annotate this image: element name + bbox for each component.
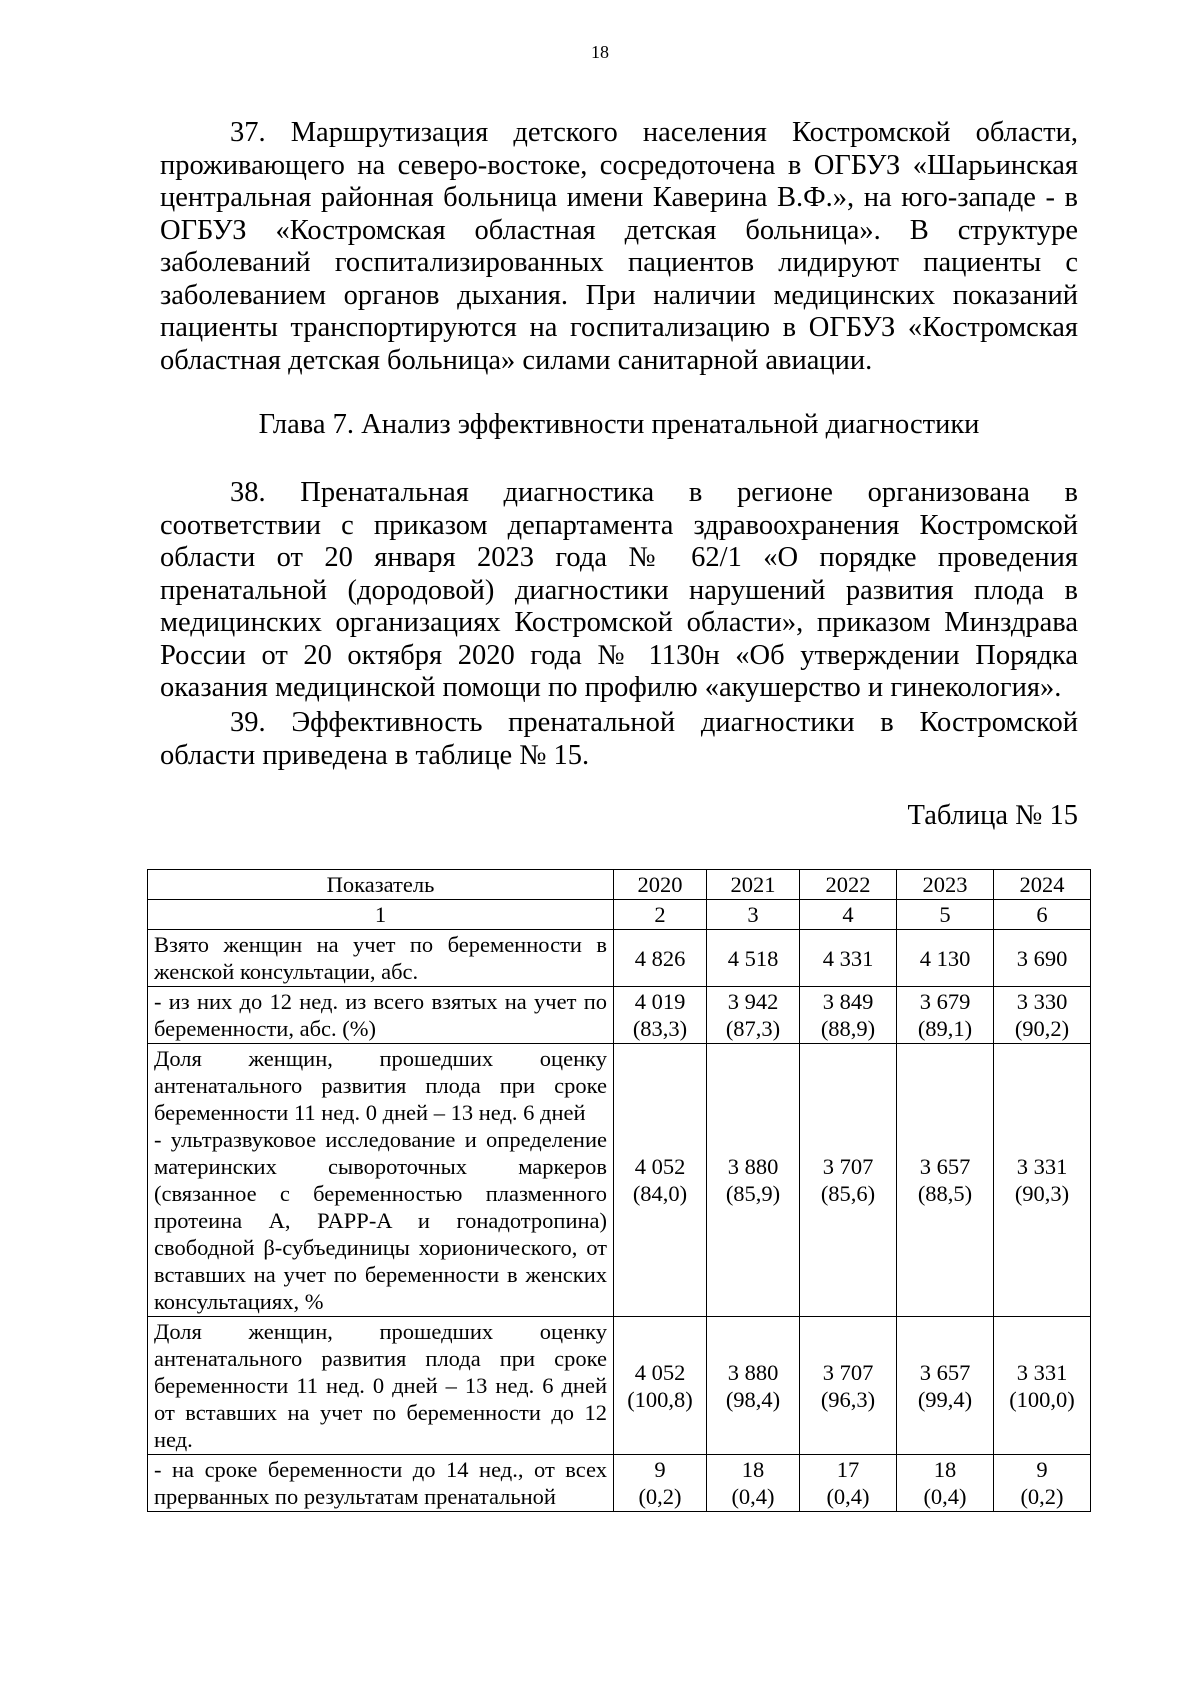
header-cell-2023: 2023 bbox=[897, 870, 994, 900]
value-abs: 4 019 bbox=[634, 989, 686, 1014]
value-cell bbox=[707, 1317, 800, 1455]
value-cell bbox=[994, 1317, 1091, 1455]
value-pct: (0,4) bbox=[731, 1484, 775, 1509]
row-label bbox=[148, 1455, 614, 1512]
value-abs: 18 bbox=[741, 1457, 765, 1482]
value-cell bbox=[994, 987, 1091, 1044]
header-cell-indicator: Показатель bbox=[148, 870, 614, 900]
row-label-part2: - ультразвуковое исследование и определение материнских сывороточных маркеров (связанное с беременностью плазменного протеина А, PAPP-A и гонадотропина) свободной β-субъединицы хорионического, от вставших на учет по беременности в женских консультациях, % bbox=[154, 1127, 607, 1314]
value-cell bbox=[994, 1455, 1091, 1512]
header-cell-2022: 2022 bbox=[800, 870, 897, 900]
value-abs: 3 707 bbox=[822, 1359, 874, 1385]
value-cell: 4 518 bbox=[707, 930, 800, 987]
value-pct: (100,8) bbox=[627, 1386, 693, 1412]
numbering-cell: 5 bbox=[897, 900, 994, 930]
value-abs: 3 330 bbox=[1016, 989, 1068, 1014]
value-cell bbox=[800, 1317, 897, 1455]
value-cell: 4 130 bbox=[897, 930, 994, 987]
value-cell bbox=[994, 1044, 1091, 1317]
value-abs: 3 880 bbox=[727, 1359, 779, 1385]
value-abs: 17 bbox=[836, 1457, 860, 1482]
value-cell bbox=[614, 1455, 707, 1512]
header-cell-2020: 2020 bbox=[614, 870, 707, 900]
value-cell bbox=[800, 987, 897, 1044]
row-label bbox=[148, 1044, 614, 1317]
value-abs: 3 880 bbox=[727, 1154, 779, 1179]
value-cell bbox=[897, 1044, 994, 1317]
value-cell bbox=[897, 1317, 994, 1455]
value-pct: (83,3) bbox=[632, 1016, 688, 1041]
value-pct: (84,0) bbox=[632, 1181, 688, 1206]
value-abs: 3 331 bbox=[1016, 1154, 1068, 1179]
value-pct: (85,6) bbox=[820, 1181, 876, 1206]
value-cell bbox=[614, 1044, 707, 1317]
value-pct: (90,3) bbox=[1014, 1181, 1070, 1206]
value-abs: 3 331 bbox=[1016, 1359, 1068, 1385]
value-pct: (98,4) bbox=[725, 1386, 781, 1412]
value-pct: (0,4) bbox=[826, 1484, 870, 1509]
page-number: 18 bbox=[591, 42, 609, 62]
value-abs: 3 657 bbox=[919, 1359, 971, 1385]
numbering-cell: 3 bbox=[707, 900, 800, 930]
value-pct: (0,2) bbox=[1020, 1484, 1064, 1509]
value-pct: (0,4) bbox=[923, 1484, 967, 1509]
value-cell bbox=[707, 1455, 800, 1512]
value-cell bbox=[897, 1455, 994, 1512]
row-label-text: - на сроке беременности до 14 нед., от всех прерванных по результатам пренатальной bbox=[154, 1457, 607, 1509]
value-cell: 4 826 bbox=[614, 930, 707, 987]
value-cell bbox=[800, 1455, 897, 1512]
table-row bbox=[148, 1317, 1091, 1455]
value-abs: 9 bbox=[654, 1457, 666, 1482]
row-label: Доля женщин, прошедших оценку антенатального развития плода при сроке беременности 11 нед. 0 дней – 13 нед. 6 дней от вставших на учет по беременности до 12 нед. bbox=[148, 1317, 614, 1455]
row-label: - из них до 12 нед. из всего взятых на учет по беременности, абс. (%) bbox=[148, 987, 614, 1044]
value-abs: 3 942 bbox=[727, 989, 779, 1014]
value-cell bbox=[614, 1317, 707, 1455]
paragraph-38: 38. Пренатальная диагностика в регионе организована в соответствии с приказом департамента здравоохранения Костромской области от 20 января 2023 года № 62/1 «О порядке проведения пренатальной (дородовой) диагностики нарушений развития плода в медицинских организациях Костромской области», приказом Минздрава России от 20 октября 2020 года № 1130н «Об утверждении Порядка оказания медицинской помощи по профилю «акушерство и гинекология». bbox=[160, 477, 1078, 703]
value-pct: (90,2) bbox=[1014, 1016, 1070, 1041]
value-cell: 4 331 bbox=[800, 930, 897, 987]
row-label: Взято женщин на учет по беременности в женской консультации, абс. bbox=[148, 930, 614, 987]
table-row bbox=[148, 1044, 1091, 1317]
value-pct: (89,1) bbox=[917, 1016, 973, 1041]
value-abs: 3 849 bbox=[822, 989, 874, 1014]
table-caption: Таблица № 15 bbox=[907, 800, 1078, 831]
value-cell bbox=[897, 987, 994, 1044]
value-cell: 3 690 bbox=[994, 930, 1091, 987]
numbering-cell: 4 bbox=[800, 900, 897, 930]
value-pct: (0,2) bbox=[638, 1484, 682, 1509]
numbering-cell: 1 bbox=[148, 900, 614, 930]
numbering-cell: 6 bbox=[994, 900, 1091, 930]
value-cell bbox=[800, 1044, 897, 1317]
chapter-heading: Глава 7. Анализ эффективности пренатальной диагностики bbox=[258, 409, 980, 440]
value-abs: 18 bbox=[933, 1457, 957, 1482]
value-pct: (87,3) bbox=[725, 1016, 781, 1041]
value-abs: 3 679 bbox=[919, 989, 971, 1014]
numbering-cell: 2 bbox=[614, 900, 707, 930]
value-pct: (88,9) bbox=[820, 1016, 876, 1041]
value-cell bbox=[707, 1044, 800, 1317]
header-cell-2024: 2024 bbox=[994, 870, 1091, 900]
row-label-part1: Доля женщин, прошедших оценку антенатального развития плода при сроке беременности 11 нед. 0 дней – 13 нед. 6 дней bbox=[154, 1046, 607, 1125]
value-pct: (100,0) bbox=[1009, 1386, 1075, 1412]
table-row bbox=[148, 987, 1091, 1044]
value-pct: (88,5) bbox=[917, 1181, 973, 1206]
value-cell bbox=[614, 987, 707, 1044]
table-15 bbox=[147, 869, 1091, 1512]
value-pct: (96,3) bbox=[820, 1386, 876, 1412]
paragraph-37: 37. Маршрутизация детского населения Костромской области, проживающего на северо-востоке, сосредоточена в ОГБУЗ «Шарьинская центральная районная больница имени Каверина В.Ф.», на юго-западе - в ОГБУЗ «Костромская областная детская больница». В структуре заболеваний госпитализированных пациентов лидируют пациенты с заболеванием органов дыхания. При наличии медицинских показаний пациенты транспортируются на госпитализацию в ОГБУЗ «Костромская областная детская больница» силами санитарной авиации. bbox=[160, 117, 1078, 376]
table-row bbox=[148, 930, 1091, 987]
table-row bbox=[148, 1455, 1091, 1512]
value-abs: 4 052 bbox=[634, 1154, 686, 1179]
header-cell-2021: 2021 bbox=[707, 870, 800, 900]
table-numbering-row bbox=[148, 900, 1091, 930]
table-header-row bbox=[148, 870, 1091, 900]
value-abs: 9 bbox=[1036, 1457, 1048, 1482]
paragraph-39: 39. Эффективность пренатальной диагностики в Костромской области приведена в таблице № 15. bbox=[160, 707, 1078, 771]
value-pct: (85,9) bbox=[725, 1181, 781, 1206]
value-abs: 3 657 bbox=[919, 1154, 971, 1179]
value-cell bbox=[707, 987, 800, 1044]
value-abs: 4 052 bbox=[634, 1359, 686, 1385]
value-pct: (99,4) bbox=[917, 1386, 973, 1412]
value-abs: 3 707 bbox=[822, 1154, 874, 1179]
